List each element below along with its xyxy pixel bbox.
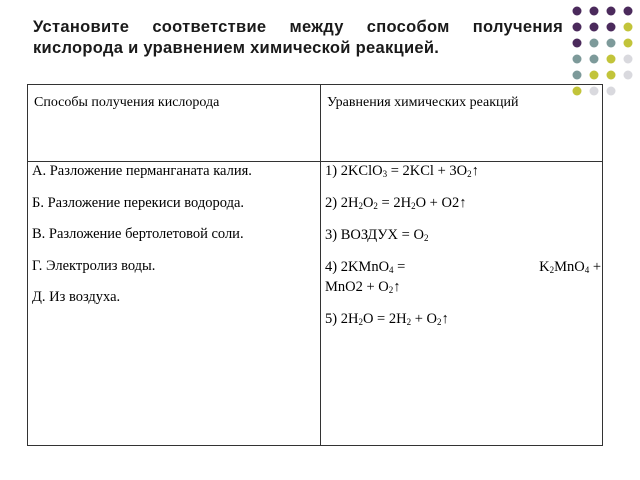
methods-list <box>32 163 316 321</box>
equation-2: 2) $2H_2O_2 = 2H_2O$ + O2↑ <box>325 195 467 211</box>
equation-5: 5) $2H_2O = 2H_2$ + $O_2↑$ <box>325 311 449 327</box>
column-divider <box>320 85 321 445</box>
method-b: Б. Разложение перекиси водорода. <box>32 194 245 211</box>
method-d: Д. Из воздуха. <box>32 289 121 305</box>
header-equations: Уравнения химических реакций <box>327 95 519 110</box>
equation-4: 4) 2KMnO$_4$ = $K_2MnO_4$ + $MnO2 + O_2↑$ <box>325 259 601 295</box>
method-v: В. Разложение бертолетовой соли. <box>32 226 244 242</box>
equations-list <box>325 163 601 343</box>
equation-3: 3) ВОЗДУХ = $O_2$ <box>325 227 429 243</box>
matching-table <box>27 84 603 446</box>
method-g: Г. Электролиз воды. <box>32 257 156 274</box>
method-a: А. Разложение перманганата калия. <box>32 163 252 179</box>
header-methods: Способы получения кислорода <box>34 95 220 110</box>
task-title: Установите соответствие между способом получения кислорода и уравнением химической реакцией. <box>33 18 563 57</box>
equation-1: 1) 2KClO$_3$ = $2KCl + 3O_2↑$ <box>325 163 479 179</box>
header-divider <box>28 161 602 162</box>
